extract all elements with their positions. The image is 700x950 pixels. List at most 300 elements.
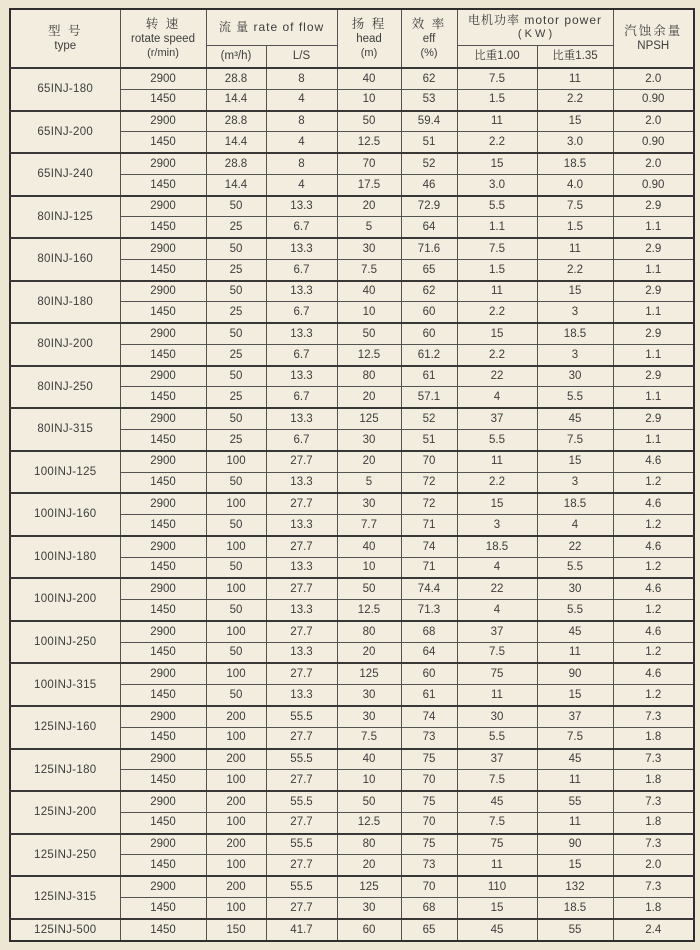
data-cell: 13.3 [266,238,337,259]
data-cell: 15 [457,897,537,918]
data-cell: 100 [206,621,266,642]
data-cell: 60 [401,302,457,323]
data-cell: 7.3 [613,834,694,855]
data-cell: 45 [537,408,613,429]
data-cell: 61 [401,685,457,706]
data-cell: 45 [537,621,613,642]
data-cell: 1450 [120,557,206,578]
data-cell: 30 [457,706,537,727]
header-npsh-zh: 汽蚀余量 [624,23,683,38]
table-row [10,919,694,941]
data-cell: 2900 [120,196,206,217]
data-cell: 2.0 [613,68,694,89]
data-cell: 100 [206,770,266,791]
data-cell: 70 [401,451,457,472]
data-cell: 11 [457,685,537,706]
data-cell: 13.3 [266,685,337,706]
data-cell: 200 [206,834,266,855]
data-cell: 15 [457,323,537,344]
table-row [10,876,694,897]
data-cell: 72 [401,472,457,493]
data-cell: 18.5 [537,153,613,174]
data-cell: 2900 [120,621,206,642]
data-cell: 12.5 [337,132,401,153]
pump-spec-table [9,8,695,942]
data-cell: 10 [337,89,401,110]
data-cell: 1450 [120,642,206,663]
data-cell: 71.3 [401,600,457,621]
table-row [10,451,694,472]
model-cell: 125INJ-160 [10,706,120,749]
data-cell: 11 [537,812,613,833]
data-cell: 1450 [120,685,206,706]
data-cell: 1450 [120,387,206,408]
data-cell: 62 [401,281,457,302]
data-cell: 70 [401,812,457,833]
header-power-sg100: 比重1.00 [457,45,537,68]
data-cell: 12.5 [337,344,401,365]
data-cell: 22 [537,536,613,557]
data-cell: 1450 [120,855,206,876]
data-cell: 4 [266,132,337,153]
data-cell: 4.6 [613,621,694,642]
data-cell: 2900 [120,706,206,727]
data-cell: 4.6 [613,578,694,599]
header-eff [401,9,457,68]
data-cell: 75 [457,834,537,855]
data-cell: 100 [206,493,266,514]
data-cell: 2.2 [537,89,613,110]
data-cell: 45 [457,919,537,941]
data-cell: 2900 [120,493,206,514]
data-cell: 60 [401,663,457,684]
model-cell: 80INJ-200 [10,323,120,366]
data-cell: 5 [337,472,401,493]
data-cell: 51 [401,132,457,153]
data-cell: 74 [401,706,457,727]
data-cell: 73 [401,727,457,748]
data-cell: 2900 [120,366,206,387]
data-cell: 1450 [120,897,206,918]
data-cell: 2900 [120,749,206,770]
data-cell: 11 [457,111,537,132]
data-cell: 7.5 [457,238,537,259]
data-cell: 1.1 [613,217,694,238]
data-cell: 7.3 [613,749,694,770]
data-cell: 13.3 [266,281,337,302]
data-cell: 15 [537,451,613,472]
data-cell: 2.2 [457,302,537,323]
data-cell: 72.9 [401,196,457,217]
data-cell: 1.2 [613,472,694,493]
data-cell: 110 [457,876,537,897]
data-cell: 50 [206,515,266,536]
data-cell: 1.8 [613,897,694,918]
table-row [10,238,694,259]
header-rotate-speed-en: rotate speed [131,33,195,46]
data-cell: 2.2 [457,132,537,153]
data-cell: 2900 [120,536,206,557]
data-cell: 2.9 [613,408,694,429]
data-cell: 2.9 [613,366,694,387]
data-cell: 15 [457,493,537,514]
data-cell: 150 [206,919,266,941]
data-cell: 45 [457,791,537,812]
data-cell: 27.7 [266,578,337,599]
data-cell: 25 [206,344,266,365]
data-cell: 14.4 [206,89,266,110]
data-cell: 1450 [120,515,206,536]
data-cell: 52 [401,408,457,429]
data-cell: 1.2 [613,557,694,578]
data-cell: 7.7 [337,515,401,536]
table-row [10,111,694,132]
data-cell: 55.5 [266,706,337,727]
data-cell: 4 [457,387,537,408]
data-cell: 61 [401,366,457,387]
data-cell: 53 [401,89,457,110]
data-cell: 6.7 [266,344,337,365]
data-cell: 100 [206,536,266,557]
data-cell: 30 [337,430,401,451]
data-cell: 2.4 [613,919,694,941]
data-cell: 7.5 [537,196,613,217]
data-cell: 11 [457,855,537,876]
data-cell: 1.5 [537,217,613,238]
data-cell: 74 [401,536,457,557]
header-head-unit: (m) [360,46,378,59]
model-cell: 100INJ-125 [10,451,120,494]
data-cell: 7.5 [537,727,613,748]
data-cell: 0.90 [613,89,694,110]
model-cell: 125INJ-315 [10,876,120,919]
data-cell: 55.5 [266,749,337,770]
data-cell: 15 [457,153,537,174]
table-row [10,706,694,727]
data-cell: 4.6 [613,451,694,472]
data-cell: 1.1 [613,344,694,365]
data-cell: 4.0 [537,174,613,195]
data-cell: 30 [337,493,401,514]
data-cell: 15 [537,855,613,876]
model-cell: 65INJ-200 [10,111,120,154]
data-cell: 37 [457,749,537,770]
header-motor-power-label: 电机功率 motor power [467,12,603,27]
data-cell: 2.9 [613,238,694,259]
data-cell: 40 [337,536,401,557]
data-cell: 3 [537,302,613,323]
header-row-main [10,9,694,45]
data-cell: 200 [206,876,266,897]
data-cell: 2900 [120,281,206,302]
data-cell: 13.3 [266,472,337,493]
data-cell: 1450 [120,600,206,621]
data-cell: 50 [206,408,266,429]
model-cell: 125INJ-500 [10,919,120,941]
data-cell: 25 [206,217,266,238]
header-rotate-speed-unit: (r/min) [147,46,179,59]
data-cell: 1.1 [613,387,694,408]
data-cell: 11 [457,281,537,302]
data-cell: 7.5 [457,642,537,663]
model-cell: 125INJ-250 [10,834,120,877]
data-cell: 70 [337,153,401,174]
data-cell: 7.5 [457,812,537,833]
data-cell: 2900 [120,238,206,259]
data-cell: 12.5 [337,812,401,833]
data-cell: 1.2 [613,642,694,663]
data-cell: 55.5 [266,791,337,812]
data-cell: 1.5 [457,259,537,280]
data-cell: 27.7 [266,536,337,557]
data-cell: 27.7 [266,621,337,642]
data-cell: 50 [206,323,266,344]
header-type-zh: 型 号 [48,23,83,38]
data-cell: 3 [537,344,613,365]
data-cell: 27.7 [266,897,337,918]
data-cell: 62 [401,68,457,89]
data-cell: 100 [206,897,266,918]
data-cell: 17.5 [337,174,401,195]
data-cell: 75 [401,791,457,812]
data-cell: 4.6 [613,536,694,557]
data-cell: 132 [537,876,613,897]
data-cell: 2900 [120,451,206,472]
data-cell: 20 [337,387,401,408]
header-power-sg135: 比重1.35 [537,45,613,68]
data-cell: 27.7 [266,812,337,833]
data-cell: 50 [337,323,401,344]
table-row [10,493,694,514]
model-cell: 100INJ-160 [10,493,120,536]
data-cell: 2.2 [537,259,613,280]
table-row [10,663,694,684]
table-row [10,153,694,174]
data-cell: 7.5 [457,68,537,89]
data-cell: 100 [206,727,266,748]
data-cell: 200 [206,706,266,727]
data-cell: 50 [206,196,266,217]
header-rotate-speed [120,9,206,68]
model-cell: 80INJ-315 [10,408,120,451]
data-cell: 2.9 [613,323,694,344]
data-cell: 2.9 [613,196,694,217]
data-cell: 2.2 [457,472,537,493]
data-cell: 15 [537,685,613,706]
data-cell: 6.7 [266,387,337,408]
data-cell: 5 [337,217,401,238]
table-row [10,196,694,217]
header-motor-power [457,9,613,45]
header-type-en: type [54,40,77,53]
data-cell: 70 [401,876,457,897]
data-cell: 28.8 [206,68,266,89]
data-cell: 10 [337,302,401,323]
data-cell: 1450 [120,344,206,365]
data-cell: 51 [401,430,457,451]
data-cell: 1.2 [613,685,694,706]
header-eff-en: eff [422,33,436,46]
data-cell: 7.3 [613,876,694,897]
data-cell: 50 [206,281,266,302]
data-cell: 27.7 [266,855,337,876]
data-cell: 50 [206,600,266,621]
data-cell: 2900 [120,876,206,897]
data-cell: 11 [457,451,537,472]
data-cell: 200 [206,749,266,770]
data-cell: 1.2 [613,515,694,536]
data-cell: 50 [206,642,266,663]
data-cell: 22 [457,578,537,599]
data-cell: 1.2 [613,600,694,621]
data-cell: 50 [206,685,266,706]
data-cell: 80 [337,366,401,387]
data-cell: 20 [337,642,401,663]
data-cell: 7.3 [613,706,694,727]
data-cell: 40 [337,281,401,302]
data-cell: 52 [401,153,457,174]
data-cell: 3 [537,472,613,493]
model-cell: 65INJ-180 [10,68,120,111]
data-cell: 11 [537,68,613,89]
header-rate-of-flow [206,9,337,45]
header-head-zh: 扬 程 [351,16,387,31]
data-cell: 25 [206,259,266,280]
data-cell: 6.7 [266,259,337,280]
table-row [10,834,694,855]
data-cell: 50 [206,472,266,493]
data-cell: 25 [206,387,266,408]
header-rotate-speed-zh: 转 速 [145,16,181,31]
data-cell: 13.3 [266,600,337,621]
data-cell: 18.5 [537,897,613,918]
data-cell: 30 [537,366,613,387]
data-cell: 50 [337,578,401,599]
data-cell: 68 [401,621,457,642]
data-cell: 1.5 [457,89,537,110]
data-cell: 30 [537,578,613,599]
data-cell: 64 [401,642,457,663]
data-cell: 37 [457,408,537,429]
data-cell: 100 [206,812,266,833]
data-cell: 1.8 [613,770,694,791]
data-cell: 100 [206,451,266,472]
data-cell: 1450 [120,430,206,451]
data-cell: 13.3 [266,323,337,344]
data-cell: 75 [457,663,537,684]
data-cell: 18.5 [537,493,613,514]
data-cell: 8 [266,68,337,89]
data-cell: 59.4 [401,111,457,132]
data-cell: 37 [537,706,613,727]
data-cell: 1.8 [613,727,694,748]
data-cell: 7.5 [337,727,401,748]
data-cell: 5.5 [457,727,537,748]
model-cell: 125INJ-200 [10,791,120,834]
data-cell: 3 [457,515,537,536]
data-cell: 71.6 [401,238,457,259]
data-cell: 2.0 [613,111,694,132]
data-cell: 2.2 [457,344,537,365]
data-cell: 2.0 [613,153,694,174]
data-cell: 1450 [120,132,206,153]
data-cell: 55.5 [266,876,337,897]
data-cell: 13.3 [266,557,337,578]
data-cell: 2900 [120,578,206,599]
data-cell: 45 [537,749,613,770]
data-cell: 41.7 [266,919,337,941]
header-head [337,9,401,68]
data-cell: 37 [457,621,537,642]
data-cell: 50 [206,557,266,578]
data-cell: 55 [537,791,613,812]
data-cell: 50 [206,366,266,387]
data-cell: 25 [206,430,266,451]
data-cell: 100 [206,855,266,876]
table-body [10,68,694,941]
table-row [10,578,694,599]
model-cell: 125INJ-180 [10,749,120,792]
data-cell: 30 [337,706,401,727]
data-cell: 1.1 [457,217,537,238]
data-cell: 13.3 [266,196,337,217]
data-cell: 15 [537,281,613,302]
data-cell: 20 [337,855,401,876]
data-cell: 72 [401,493,457,514]
data-cell: 1450 [120,472,206,493]
data-cell: 70 [401,770,457,791]
data-cell: 2900 [120,834,206,855]
data-cell: 27.7 [266,727,337,748]
table-row [10,281,694,302]
model-cell: 100INJ-250 [10,621,120,664]
header-motor-power-unit: ( K W ) [517,28,553,41]
data-cell: 27.7 [266,493,337,514]
header-head-en: head [356,33,382,46]
data-cell: 1450 [120,302,206,323]
data-cell: 27.7 [266,663,337,684]
data-cell: 80 [337,621,401,642]
table-row [10,68,694,89]
data-cell: 11 [537,770,613,791]
data-cell: 50 [206,238,266,259]
data-cell: 125 [337,876,401,897]
data-cell: 28.8 [206,153,266,174]
data-cell: 80 [337,834,401,855]
table-row [10,536,694,557]
data-cell: 22 [457,366,537,387]
data-cell: 28.8 [206,111,266,132]
table-row [10,791,694,812]
data-cell: 90 [537,834,613,855]
header-flow-m3h: (m³/h) [206,45,266,68]
model-cell: 80INJ-160 [10,238,120,281]
data-cell: 5.5 [537,600,613,621]
data-cell: 1.8 [613,812,694,833]
data-cell: 75 [401,834,457,855]
data-cell: 50 [337,791,401,812]
table-header [10,9,694,68]
data-cell: 2900 [120,408,206,429]
data-cell: 40 [337,749,401,770]
data-cell: 25 [206,302,266,323]
data-cell: 3.0 [457,174,537,195]
data-cell: 13.3 [266,366,337,387]
data-cell: 5.5 [457,196,537,217]
data-cell: 200 [206,791,266,812]
data-cell: 4.6 [613,493,694,514]
model-cell: 100INJ-200 [10,578,120,621]
